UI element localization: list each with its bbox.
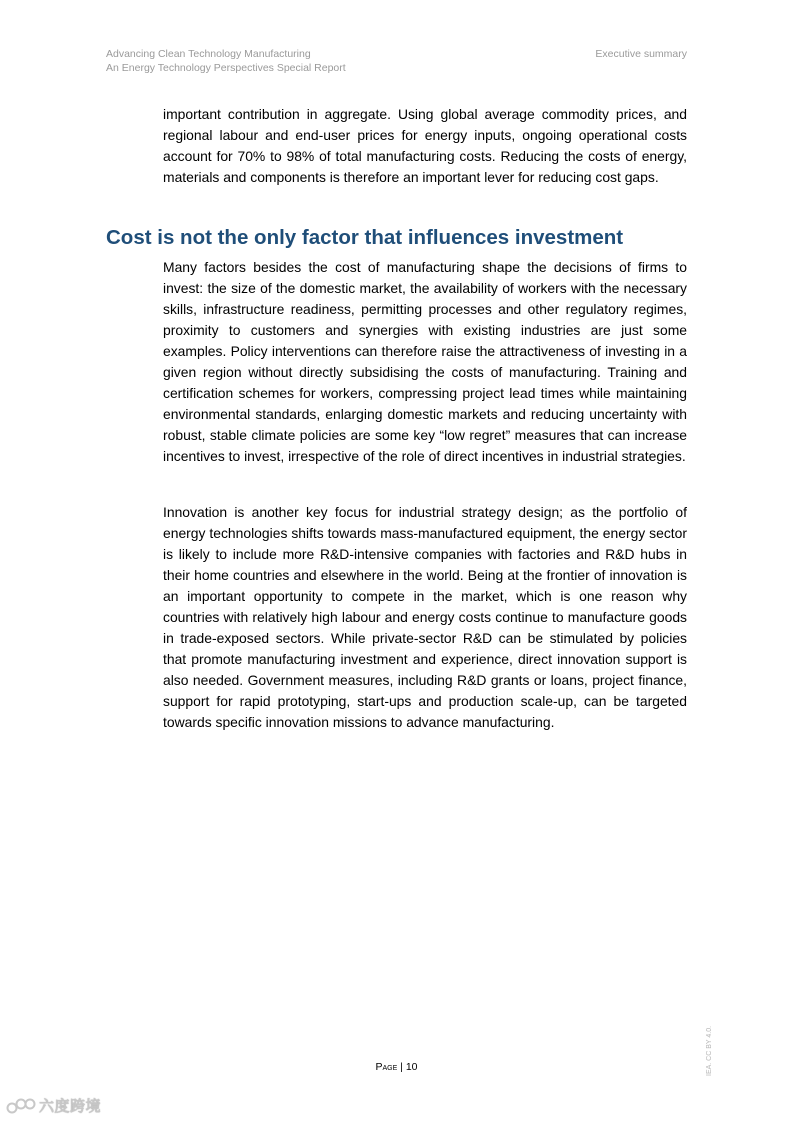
- watermark-logo-icon: [6, 1097, 36, 1115]
- watermark: [6, 1095, 101, 1116]
- license-note: IEA. CC BY 4.0.: [706, 1025, 713, 1076]
- running-header: [106, 47, 346, 75]
- page-separator: |: [397, 1061, 406, 1073]
- report-title: Advancing Clean Technology Manufacturing: [106, 48, 311, 60]
- page-number: 10: [405, 1061, 418, 1073]
- section-label: Executive summary: [595, 48, 687, 60]
- intro-paragraph: important contribution in aggregate. Using global average commodity prices, and regional labour and end-user prices for energy inputs, ongoing operational costs account for 70% to 98% of total manufacturing costs. Reducing the costs of energy, materials and components is therefore an important lever for reducing cost gaps.: [163, 106, 687, 185]
- watermark-text: 六度跨境: [39, 1098, 102, 1115]
- report-subtitle: An Energy Technology Perspectives Special Report: [106, 62, 346, 74]
- section-heading: Cost is not the only factor that influences investment: [106, 226, 624, 249]
- paragraph-innovation: Innovation is another key focus for industrial strategy design; as the portfolio of energy technologies shifts towards mass-manufactured equipment, the energy sector is likely to include more R&D-intensive companies with factories and R&D hubs in their home countries and elsewhere in the world. Being at the frontier of innovation is an important opportunity to compete in the market, which is one reason why countries with relatively high labour and energy costs continue to manufacture goods in trade-exposed sectors. While private-sector R&D can be stimulated by policies that promote manufacturing investment and experience, direct innovation support is also needed. Government measures, including R&D grants or loans, project finance, support for rapid prototyping, start-ups and production scale-up, can be targeted towards specific innovation missions to advance manufacturing.: [163, 504, 687, 730]
- page-footer: [0, 1061, 793, 1073]
- paragraph-factors: Many factors besides the cost of manufacturing shape the decisions of firms to invest: the size of the domestic market, the availability of workers with the necessary skills, infrastructure readiness, permitting processes and other regulatory regimes, proximity to customers and synergies with existing industries are just some examples. Policy interventions can therefore raise the attractiveness of investing in a given region without directly subsidising the costs of manufacturing. Training and certification schemes for workers, compressing project lead times while maintaining environmental standards, enlarging domestic markets and reducing uncertainty with robust, stable climate policies are some key “low regret” measures that can increase incentives to invest, irrespective of the role of direct incentives in industrial strategies.: [163, 259, 687, 464]
- page-label: Page: [375, 1061, 398, 1073]
